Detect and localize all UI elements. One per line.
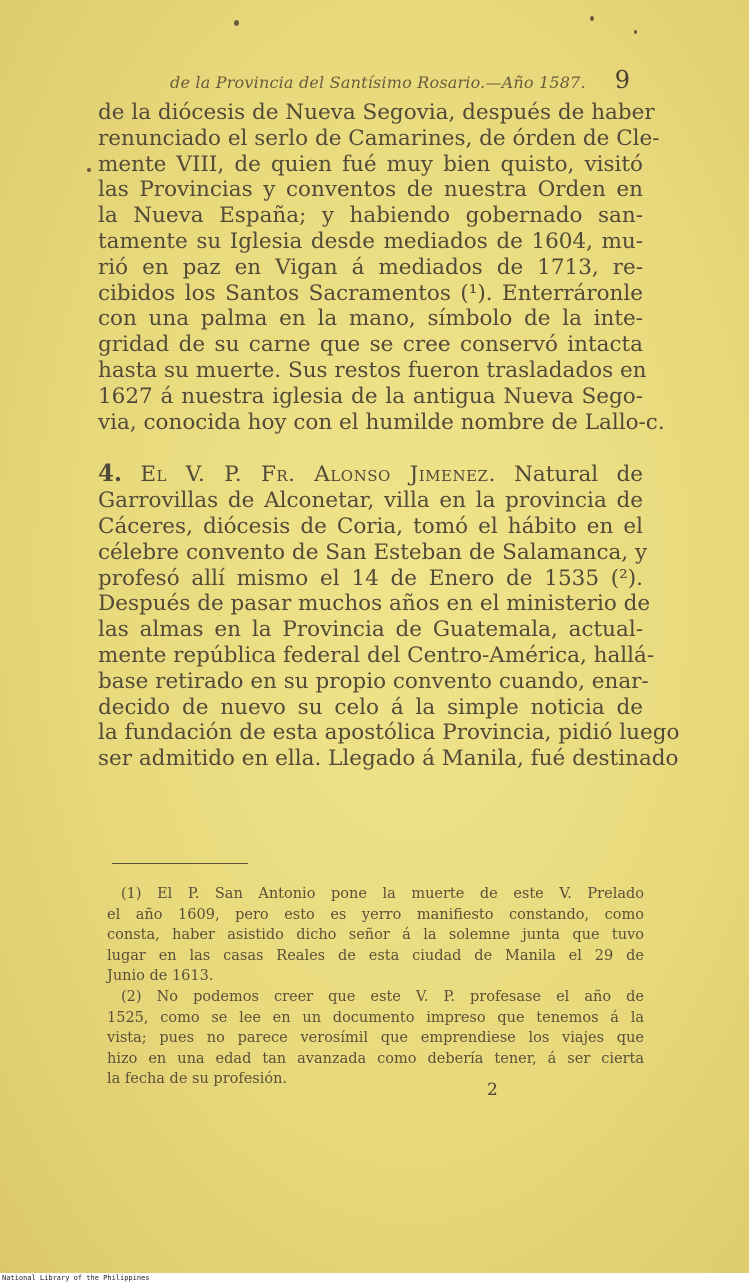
footnotes bbox=[107, 884, 644, 1090]
page-speck bbox=[87, 168, 91, 172]
footnote-line: hizo en una edad tan avanzada como debería tener, á ser cierta bbox=[107, 1050, 644, 1067]
paragraph-2-first-line bbox=[98, 461, 643, 488]
scan-credit: National Library of the Philippines bbox=[0, 1273, 749, 1283]
text-line: la Nueva España; y habiendo gobernado san- bbox=[98, 203, 643, 229]
footnote-line: la fecha de su profesión. bbox=[107, 1071, 288, 1088]
text-line: las almas en la Provincia de Guatemala, actual- bbox=[98, 617, 643, 643]
text-line: célebre convento de San Esteban de Salamanca, y bbox=[98, 539, 648, 565]
signature-mark: 2 bbox=[487, 1080, 498, 1100]
page-speck bbox=[634, 30, 637, 34]
paragraph-1 bbox=[98, 100, 665, 435]
text-line: cibidos los Santos Sacramentos (¹). Enterráronle bbox=[98, 280, 643, 306]
footnote-line: Junio de 1613. bbox=[107, 968, 214, 985]
text-line: Después de pasar muchos años en el ministerio de bbox=[98, 591, 651, 617]
paragraph-gap bbox=[98, 435, 643, 461]
text-line: profesó allí mismo el 14 de Enero de 1535 (²). bbox=[98, 565, 643, 591]
text-line: las Provincias y conventos de nuestra Orden en bbox=[98, 177, 643, 203]
text-line: hasta su muerte. Sus restos fueron trasladados en bbox=[98, 357, 647, 383]
footnote-line: consta, haber asistido dicho señor á la solemne junta que tuvo bbox=[107, 927, 644, 944]
text-line: mente VIII, de quien fué muy bien quisto, visitó bbox=[98, 151, 643, 177]
text-line: mente república federal del Centro-América, hallá- bbox=[98, 642, 655, 668]
paragraph-2 bbox=[98, 460, 680, 772]
footnote-2 bbox=[107, 987, 644, 1090]
running-head: de la Provincia del Santísimo Rosario.—Año 1587. bbox=[170, 73, 586, 92]
text-line: de la diócesis de Nueva Segovia, después de haber bbox=[98, 100, 655, 125]
text-line: rió en paz en Vigan á mediados de 1713, re- bbox=[98, 254, 643, 280]
text-line: via, conocida hoy con el humilde nombre de Lallo-c. bbox=[98, 409, 665, 435]
footnote-line: (1) El P. San Antonio pone la muerte de este V. Prelado bbox=[121, 886, 644, 902]
text-line: gridad de su carne que se cree conservó intacta bbox=[98, 332, 643, 358]
text-line: renunciado el serlo de Camarines, de órden de Cle- bbox=[98, 125, 660, 151]
text-line: ser admitido en ella. Llegado á Manila, fué destinado bbox=[98, 746, 679, 772]
page-number: 9 bbox=[614, 66, 630, 94]
text-line: base retirado en su propio convento cuando, enar- bbox=[98, 668, 649, 694]
footnote-line: el año 1609, pero esto es yerro manifiesto constando, como bbox=[107, 906, 644, 923]
footnote-line: 1525, como se lee en un documento impreso que tenemos á la bbox=[107, 1009, 644, 1026]
paragraph-heading: El V. P. Fr. Alonso Jimenez. bbox=[140, 462, 496, 488]
footnote-line: lugar en las casas Reales de esta ciudad de Manila el 29 de bbox=[107, 947, 644, 964]
footnote-1 bbox=[107, 884, 644, 987]
text-line: la fundación de esta apostólica Provincia, pidió luego bbox=[98, 720, 680, 746]
text-line: 1627 á nuestra iglesia de la antigua Nueva Sego- bbox=[98, 383, 643, 409]
text-line: Garrovillas de Alconetar, villa en la provincia de bbox=[98, 488, 643, 514]
text-fragment: Natural de bbox=[514, 462, 643, 488]
page-speck bbox=[590, 16, 594, 21]
paragraph-number: 4. bbox=[98, 460, 123, 488]
text-line: decido de nuevo su celo á la simple noticia de bbox=[98, 694, 643, 720]
footnote-line: (2) No podemos creer que este V. P. profesase el año de bbox=[121, 988, 644, 1005]
footnote-line: vista; pues no parece verosímil que emprendiese los viajes que bbox=[107, 1030, 644, 1047]
body-text bbox=[98, 100, 680, 772]
page-header bbox=[170, 66, 630, 94]
footnote-rule bbox=[112, 863, 248, 864]
text-line: Cáceres, diócesis de Coria, tomó el hábito en el bbox=[98, 513, 643, 539]
page-speck bbox=[234, 20, 239, 26]
text-line: con una palma en la mano, símbolo de la inte- bbox=[98, 306, 643, 332]
text-line: tamente su Iglesia desde mediados de 1604, mu- bbox=[98, 228, 643, 254]
